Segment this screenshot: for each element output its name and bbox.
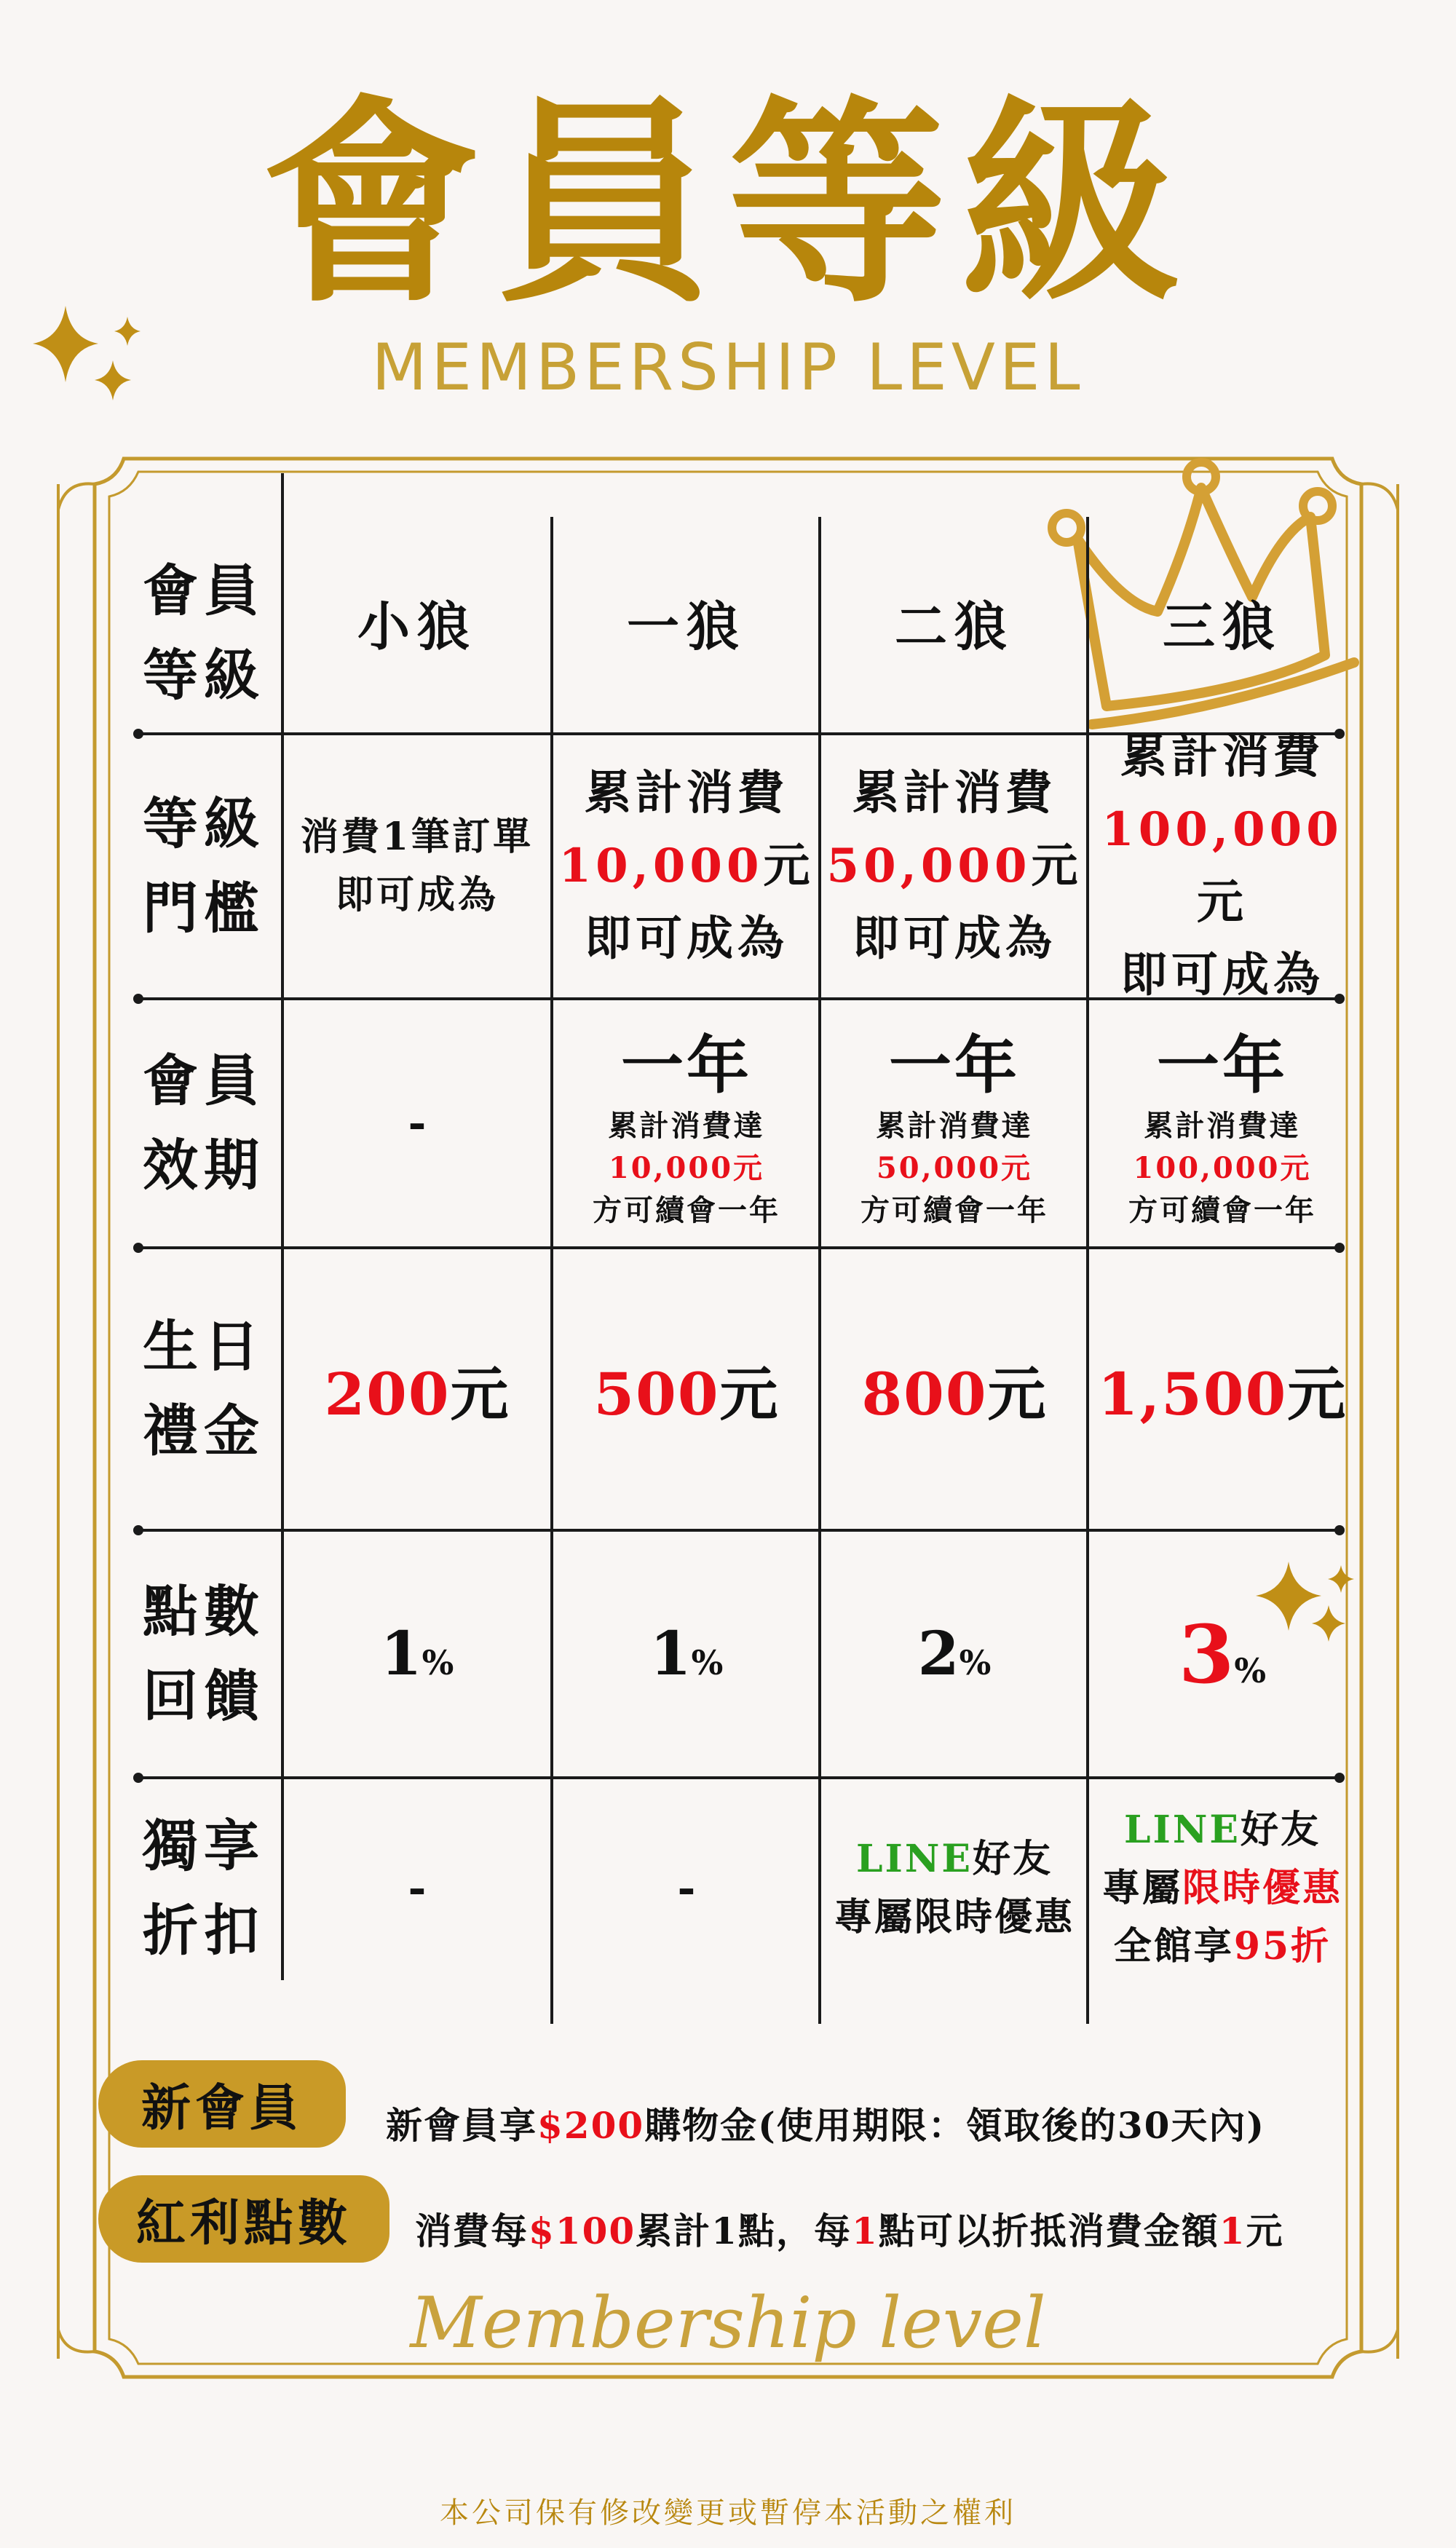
- birthday-2-amount: 500: [593, 1359, 720, 1428]
- level-header-3: 二狼: [894, 596, 1014, 657]
- threshold-2-line3: 即可成為: [585, 911, 788, 966]
- threshold-2-amount: 10,000: [558, 839, 764, 893]
- validity-3-line3: 方可續會一年: [860, 1193, 1048, 1227]
- birthday-2-unit: 元: [719, 1359, 780, 1428]
- threshold-3-line1: 累計消費: [852, 766, 1056, 820]
- new-member-note-c: 購物金(使用期限：領取後的30天內): [644, 2104, 1266, 2147]
- exclusive-4-line1: [1124, 1801, 1321, 1859]
- points-1-line: [381, 1619, 454, 1689]
- bonus-note-e: 點可以折抵消費金額: [878, 2209, 1219, 2252]
- points-cell-4: [1089, 1532, 1356, 1776]
- birthday-cell-4: [1089, 1249, 1356, 1529]
- exclusive-cell-4: [1089, 1779, 1356, 1998]
- level-header-1: 小狼: [357, 596, 477, 657]
- row-label-points: [131, 1532, 277, 1776]
- bonus-note-a: 消費每: [415, 2209, 529, 2252]
- birthday-cell-3: [821, 1249, 1088, 1529]
- exclusive-4-line-word: LINE: [1123, 1808, 1241, 1852]
- bonus-note-b: $100: [529, 2209, 636, 2252]
- threshold-4-amount: 100,000: [1101, 802, 1343, 857]
- row-label-exclusive: [131, 1779, 277, 1998]
- birthday-2-line: [594, 1348, 780, 1431]
- validity-2-amount: 10,000元: [608, 1151, 765, 1185]
- validity-cell-2: [553, 1000, 820, 1246]
- points-4-line: [1179, 1607, 1266, 1701]
- points-4-value: 3: [1178, 1607, 1235, 1701]
- corner-header-line2: 等級: [143, 643, 265, 708]
- points-cell-2: [553, 1532, 820, 1776]
- corner-header-line1: 會員: [143, 558, 265, 623]
- birthday-1-line: [325, 1348, 510, 1431]
- validity-3-amount: 50,000元: [876, 1151, 1033, 1185]
- points-4-unit: %: [1234, 1650, 1267, 1690]
- birthday-4-line: [1098, 1348, 1348, 1431]
- validity-3-period: 一年: [889, 1029, 1020, 1102]
- exclusive-cell-1: -: [408, 1863, 427, 1914]
- threshold-cell-1: [284, 735, 550, 997]
- row-label-threshold-line2: 門檻: [143, 876, 265, 941]
- bonus-note-f: 1: [1219, 2209, 1246, 2252]
- row-label-points-line2: 回饋: [143, 1663, 265, 1728]
- script-signature: Membership level: [410, 2282, 1046, 2364]
- threshold-4-line3: 即可成為: [1120, 948, 1324, 1002]
- threshold-cell-3: [821, 735, 1088, 997]
- points-3-unit: %: [959, 1643, 992, 1682]
- birthday-1-unit: 元: [450, 1359, 510, 1428]
- points-cell-3: [821, 1532, 1088, 1776]
- threshold-1-line2: 即可成為: [335, 873, 499, 917]
- exclusive-3-friend: 好友: [973, 1837, 1053, 1881]
- corner-header: [131, 539, 277, 728]
- footer-disclaimer: 本公司保有修改變更或暫停本活動之權利: [440, 2496, 1016, 2530]
- exclusive-4-line2b: 限時優惠: [1182, 1866, 1343, 1910]
- validity-4-period: 一年: [1157, 1029, 1288, 1102]
- exclusive-3-line1: [856, 1830, 1053, 1888]
- row-label-points-line1: 點數: [143, 1579, 265, 1644]
- bonus-note-d: 1: [851, 2209, 879, 2252]
- validity-cell-4: [1089, 1000, 1356, 1246]
- validity-2-line3: 方可續會一年: [593, 1193, 780, 1227]
- validity-cell-1: -: [408, 1098, 427, 1149]
- birthday-3-line: [862, 1348, 1048, 1431]
- threshold-3-unit: 元: [1031, 839, 1083, 893]
- new-member-note-b: $200: [537, 2104, 645, 2147]
- validity-3-line1: 累計消費達: [876, 1109, 1033, 1143]
- threshold-1-line1: 消費1筆訂單: [300, 815, 534, 859]
- points-1-value: 1: [380, 1619, 422, 1689]
- threshold-2-amount-line: [559, 830, 815, 903]
- bonus-points-note: [415, 2202, 1284, 2255]
- page-subtitle: MEMBERSHIP LEVEL: [371, 330, 1085, 405]
- row-label-threshold-line1: 等級: [143, 791, 265, 856]
- exclusive-4-line3: [1114, 1918, 1331, 1976]
- validity-2-period: 一年: [621, 1029, 752, 1102]
- bonus-note-g: 元: [1246, 2209, 1284, 2252]
- birthday-3-unit: 元: [987, 1359, 1048, 1428]
- birthday-4-unit: 元: [1287, 1359, 1348, 1428]
- points-cell-1: [284, 1532, 550, 1776]
- exclusive-4-line2: [1102, 1859, 1342, 1918]
- row-label-birthday: [131, 1249, 277, 1529]
- new-member-note: [386, 2097, 1265, 2149]
- exclusive-4-line3b: 95折: [1233, 1924, 1332, 1969]
- threshold-3-line3: 即可成為: [852, 911, 1056, 966]
- birthday-cell-1: [284, 1249, 550, 1529]
- row-label-birthday-line2: 禮金: [143, 1398, 265, 1463]
- points-2-line: [650, 1619, 724, 1689]
- validity-4-line1: 累計消費達: [1144, 1109, 1301, 1143]
- exclusive-3-line2: 專屬限時優惠: [834, 1895, 1075, 1939]
- threshold-4-line1: 累計消費: [1120, 729, 1324, 784]
- row-label-exclusive-line2: 折扣: [143, 1898, 265, 1963]
- threshold-2-line1: 累計消費: [585, 766, 788, 820]
- points-2-value: 1: [649, 1619, 692, 1689]
- bonus-points-badge: 紅利點數: [98, 2175, 389, 2263]
- level-header-2: 一狼: [626, 596, 746, 657]
- validity-cell-3: [821, 1000, 1088, 1246]
- threshold-4-amount-line: [1089, 794, 1356, 939]
- birthday-3-amount: 800: [861, 1359, 988, 1428]
- exclusive-4-line2a: 專屬: [1101, 1866, 1182, 1910]
- exclusive-cell-2: -: [677, 1863, 696, 1914]
- exclusive-4-line3a: 全館享: [1113, 1924, 1234, 1969]
- threshold-2-unit: 元: [763, 839, 815, 893]
- threshold-3-amount-line: [827, 830, 1083, 903]
- validity-4-line3: 方可續會一年: [1128, 1193, 1316, 1227]
- validity-4-amount: 100,000元: [1133, 1151, 1312, 1185]
- points-3-value: 2: [917, 1619, 960, 1689]
- row-label-threshold: [131, 735, 277, 997]
- threshold-3-amount: 50,000: [826, 839, 1032, 893]
- birthday-4-amount: 1,500: [1097, 1359, 1288, 1428]
- birthday-cell-2: [553, 1249, 820, 1529]
- points-2-unit: %: [691, 1643, 724, 1682]
- birthday-1-amount: 200: [324, 1359, 451, 1428]
- points-1-unit: %: [422, 1643, 454, 1682]
- row-label-validity: [131, 1000, 277, 1246]
- points-3-line: [918, 1619, 992, 1689]
- row-label-exclusive-line1: 獨享: [143, 1813, 265, 1878]
- threshold-cell-4: [1089, 729, 1356, 1002]
- row-label-validity-line1: 會員: [143, 1048, 265, 1113]
- row-label-birthday-line1: 生日: [143, 1314, 265, 1379]
- exclusive-4-friend: 好友: [1241, 1808, 1321, 1852]
- bonus-note-c: 累計1點，每: [636, 2209, 852, 2252]
- validity-2-line1: 累計消費達: [608, 1109, 765, 1143]
- threshold-4-unit: 元: [1197, 875, 1248, 930]
- new-member-badge: 新會員: [98, 2060, 346, 2148]
- row-label-validity-line2: 效期: [143, 1133, 265, 1198]
- exclusive-cell-3: [821, 1779, 1088, 1998]
- exclusive-3-line-word: LINE: [855, 1837, 973, 1881]
- new-member-note-a: 新會員享: [386, 2104, 537, 2147]
- page-title: 會員等級: [262, 75, 1194, 332]
- level-header-4: 三狼: [1162, 596, 1282, 657]
- threshold-cell-2: [553, 735, 820, 997]
